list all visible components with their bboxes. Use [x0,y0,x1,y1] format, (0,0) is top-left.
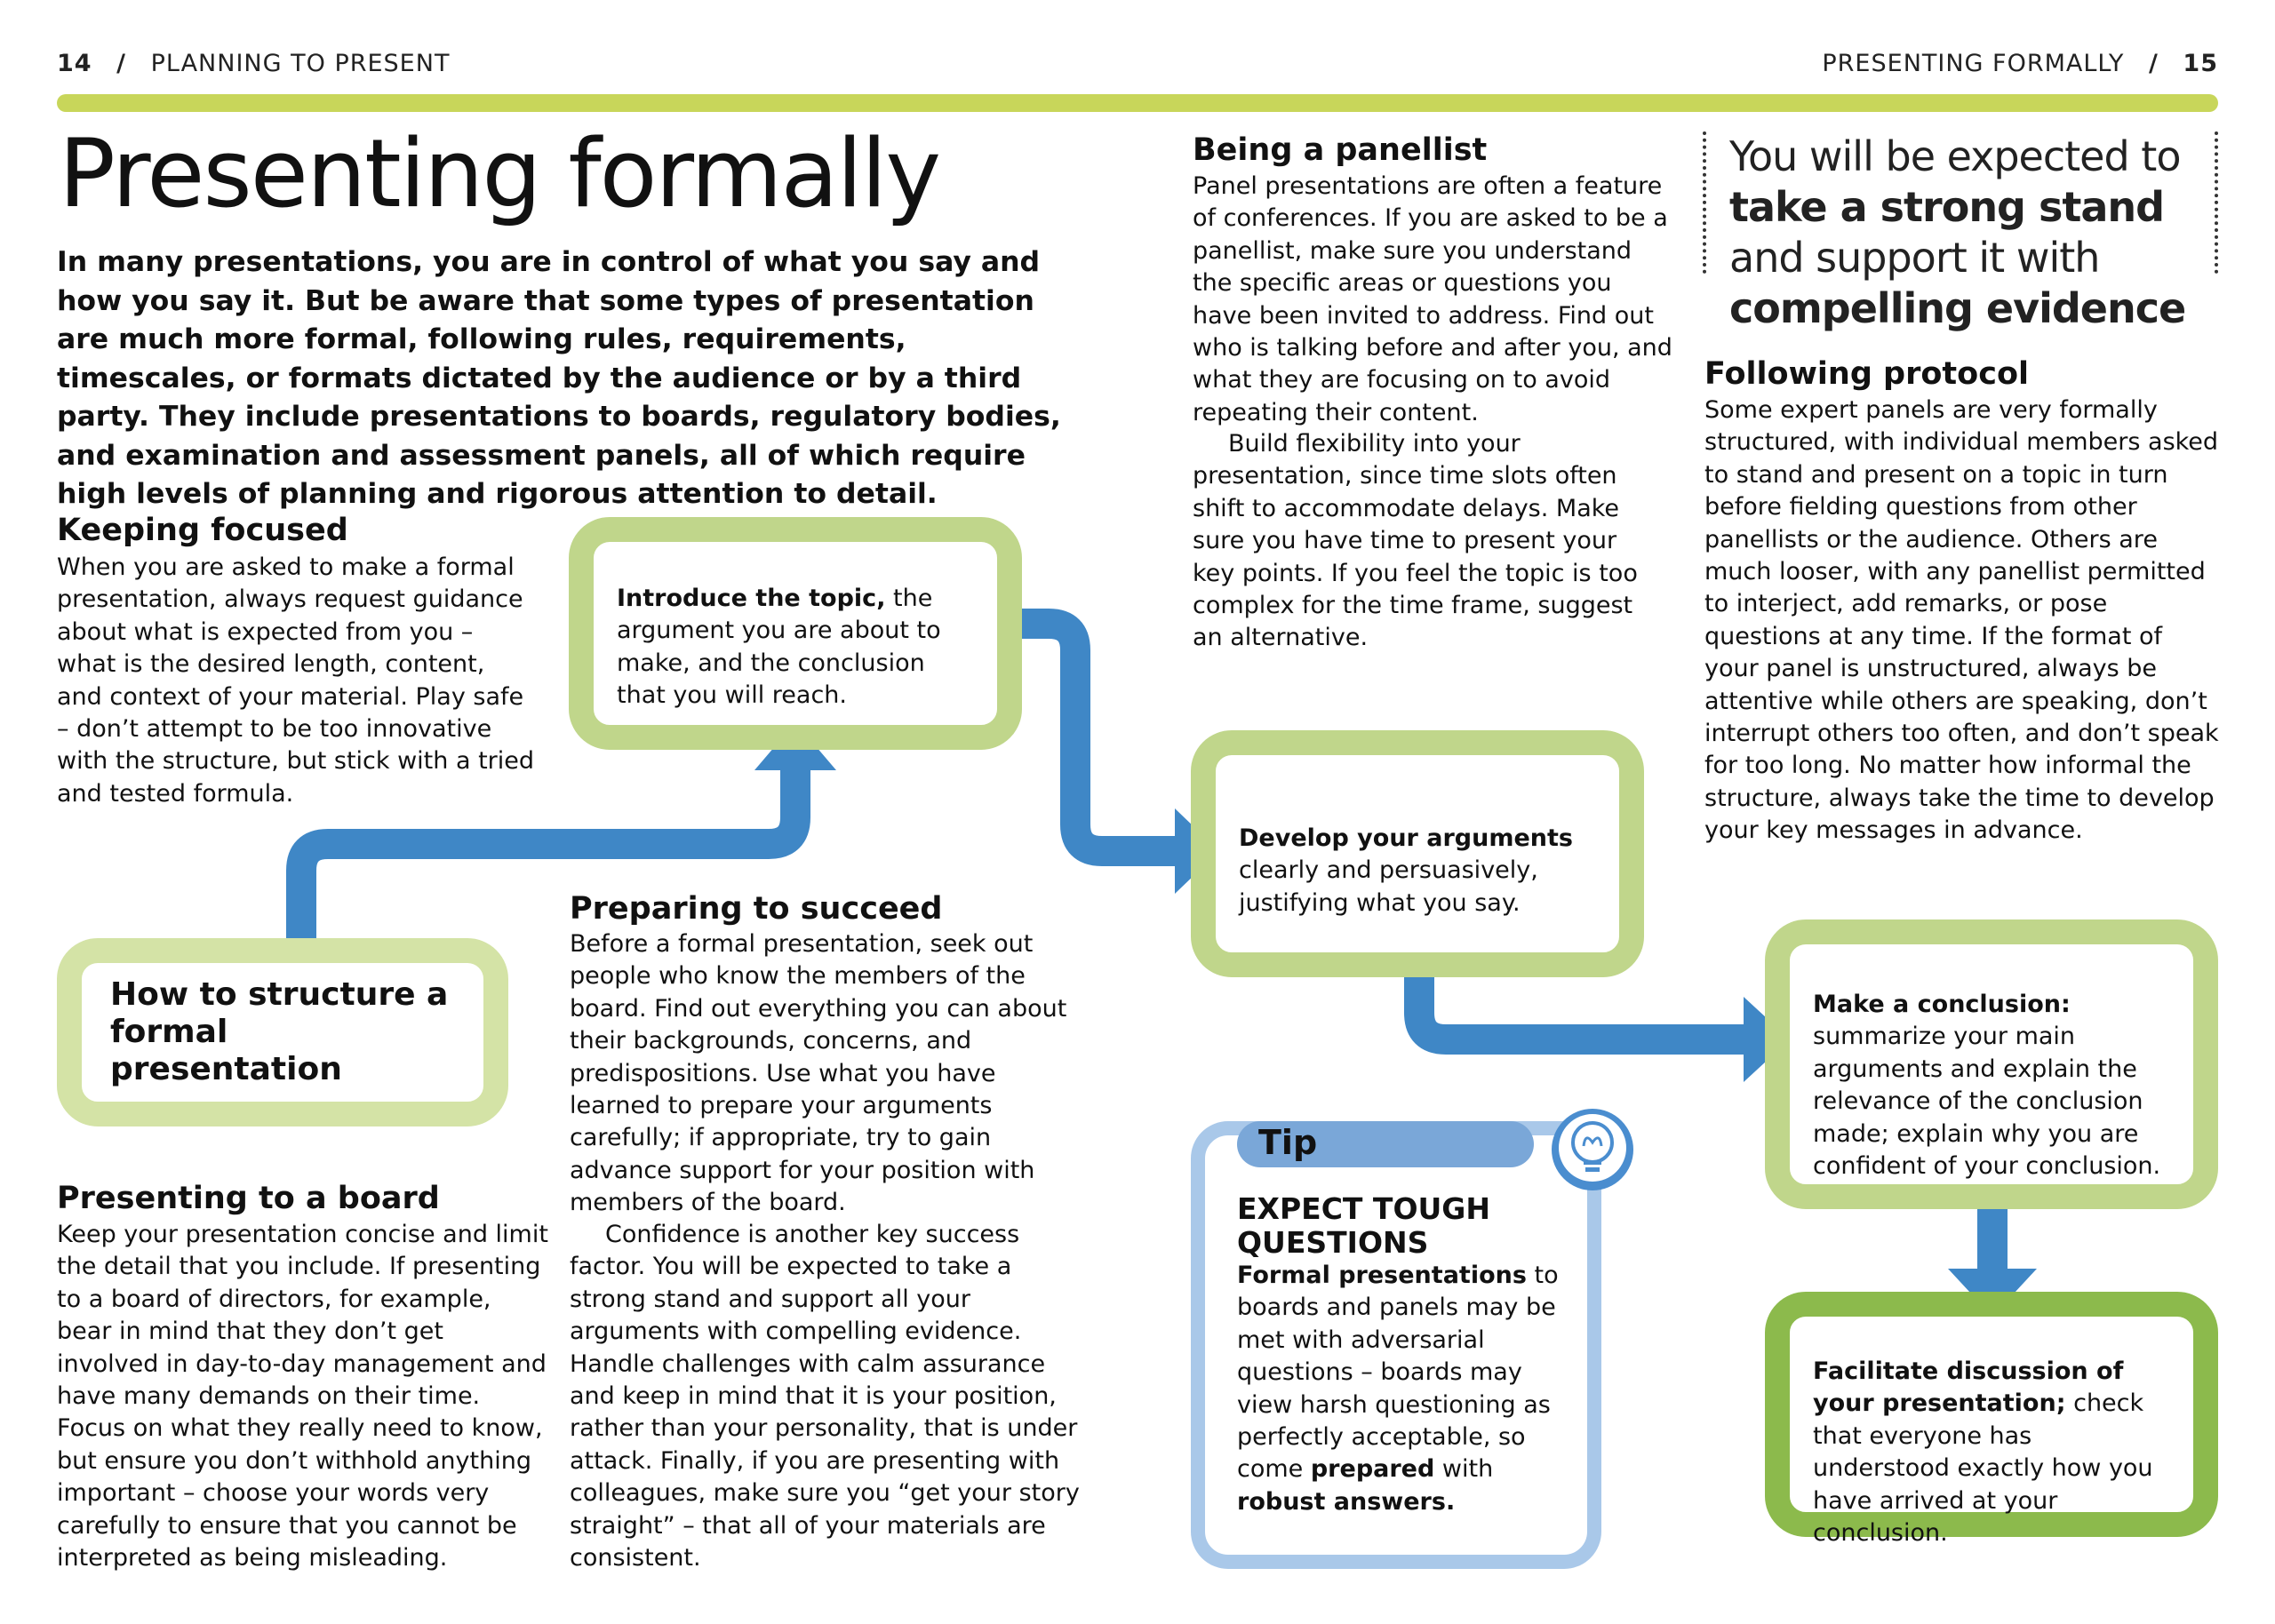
tip-bold-1: Formal presentations [1237,1262,1527,1289]
preparing-body-1: Before a formal presentation, seek out people who know the members of the board. Find out everything you can about their backgrounds, concerns, and predispositions. Use what you have learned to prepare your arguments carefully; if appropriate, try to gain advance support for your position with members of the board. [570,930,1067,1217]
flow-step-discussion [1765,1292,2218,1548]
keeping-focused-heading: Keeping focused [57,513,348,548]
panellist-heading: Being a panellist [1193,132,1488,168]
step-discussion-bold: Facilitate discussion of your presentation; [1813,1357,2124,1418]
flow-step-conclusion [1765,919,2218,1209]
tip-heading: EXPECT TOUGH QUESTIONS [1237,1191,1490,1260]
left-separator: / [116,50,127,77]
quote-text-1: You will be expected to [1729,132,2181,180]
preparing-body-2-text: Confidence is another key success factor. You will be expected to take a strong stand and support all your arguments with compelling evidence. Handle challenges with calm assurance and keep in mind that it is your position, rather than your personality, that is under attack. Finally, if you are presenting with colleagues, make sure you “get your story straight” – that all of your materials are consistent. [570,1221,1080,1572]
tip-text-2: with [1434,1455,1494,1484]
left-section-title: PLANNING TO PRESENT [150,50,451,77]
protocol-body: Some expert panels are very formally structured, with individual members asked to stand and present on a topic in turn before fielding questions from other panellists or the audience. Others are much looser, with any panellist permitted to interject, add remarks, or pose questions at any time. If the format of your panel is unstructured, always be attentive while others are speaking, don’t interrupt others too often, and don’t speak for too long. No matter how informal the structure, always take the time to develop your key messages in advance. [1704,396,2219,845]
step-develop-text: clearly and persuasively, justifying what you say. [1239,856,1538,917]
page-title: Presenting formally [59,119,940,228]
quote-bold-2: compelling evidence [1729,284,2186,332]
protocol-heading: Following protocol [1704,356,2029,392]
pull-quote [1729,131,2236,334]
right-section-title: PRESENTING FORMALLY [1822,50,2125,77]
arrow-intro-to-develop [1020,624,1177,851]
quote-text-2: and support it with [1729,234,2100,282]
presenting-board-body: Keep your presentation concise and limit the detail that you include. If presenting to a board of directors, for example, bear in mind that they don’t get involved in day-to-day management and have many demands on their time. Focus on what they really need to know, but ensure you don’t withhold anything important – choose your words very carefully to ensure that you cannot be interpreted as being misleading. [57,1221,548,1572]
panellist-body-1: Panel presentations are often a feature of conferences. If you are asked to be a panellist, make sure you understand the specific areas or questions you have been invited to address. Find out who is talking before and after you, and what they are focusing on to avoid repeating their content. [1193,172,1672,426]
step-conclusion-bold: Make a conclusion: [1813,991,2071,1018]
panellist-body-2-text: Build flexibility into your presentation, since time slots often shift to accommodate delays. Make sure you have time to present your key points. If you feel the topic is too complex for the time frame, suggest an alternative. [1193,430,1638,652]
keeping-focused-body: When you are asked to make a formal presentation, always request guidance about what is expected from you – what is the desired length, content, and context of your material. Play safe – don’t attempt to be too innovative with the structure, but stick with a tried and tested formula. [57,553,535,808]
panellist-body-2 [1193,428,1655,655]
quote-left-rule [1703,131,1706,274]
tip-bold-3: robust answers. [1237,1487,1456,1516]
tip-label: Tip [1258,1123,1318,1162]
step-introduce-bold: Introduce the topic, [617,585,886,612]
preparing-heading: Preparing to succeed [570,891,943,927]
presenting-board-heading: Presenting to a board [57,1181,440,1216]
arrow-develop-to-conclusion [1419,975,1746,1039]
step-conclusion-text: summarize your main arguments and explain the relevance of the conclusion made; explain why you are confident of your conclusion. [1813,1023,2161,1181]
step-discussion-text: check that everyone has understood exactly how you have arrived at your conclusion. [1813,1389,2153,1548]
flow-start-label: How to structure a formal presentation [110,976,449,1087]
left-page-number: 14 [57,50,92,77]
right-page-number: 15 [2183,50,2218,77]
flow-step-develop [1191,730,1644,977]
lightbulb-icon [1550,1107,1635,1192]
quote-bold-1: take a strong stand [1729,183,2165,231]
preparing-body-2 [570,1219,1085,1574]
tip-body [1237,1260,1575,1518]
right-separator: / [2148,50,2159,77]
tip-bold-2: prepared [1310,1455,1435,1484]
intro-paragraph: In many presentations, you are in control of what you say and how you say it. But be aware that some types of presentation are much more formal, following rules, requirements, timescales, or formats dictated by the audience or by a third party. They include presentations to boards, regulatory bodies, and examination and assessment panels, all of which require high levels of planning and rigorous attention to detail. [57,246,1061,510]
flow-start-box [57,938,508,1126]
tip-text-1: to boards and panels may be met with adversarial questions – boards may view harsh questioning as perfectly acceptable, so come [1237,1262,1559,1484]
step-introduce-text: the argument you are about to make, and the conclusion that you will reach. [617,585,941,710]
flow-step-introduce [569,517,1022,750]
step-develop-bold: Develop your arguments [1239,824,1573,852]
